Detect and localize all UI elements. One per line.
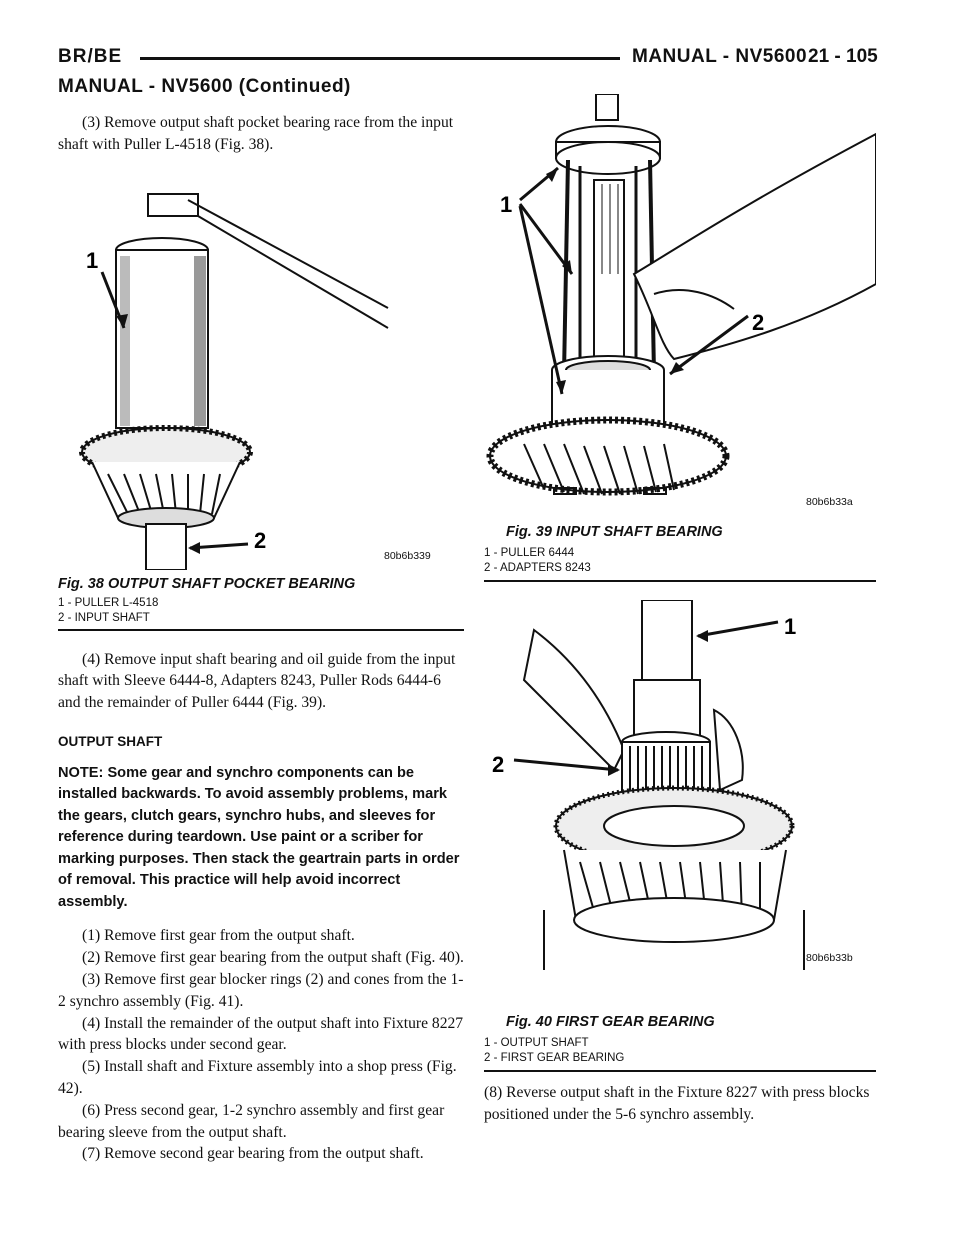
figure-40-legend-1: 1 - OUTPUT SHAFT <box>484 1037 589 1049</box>
figure-38-illustration <box>58 168 464 570</box>
paragraph-step-8: (8) Reverse output shaft in the Fixture 8227 with press blocks positioned under the 5-6 synchro assembly. <box>484 1084 870 1123</box>
figure-40-caption: Fig. 40 FIRST GEAR BEARING <box>506 1014 715 1030</box>
figure-39-legend-1: 1 - PULLER 6444 <box>484 547 575 559</box>
figure-38-legend-2: 2 - INPUT SHAFT <box>58 611 150 624</box>
figure-39-callout-1: 1 <box>500 192 513 217</box>
step-4: (4) Install the remainder of the output shaft into Fixture 8227 with press blocks under second gear. <box>58 1014 464 1054</box>
figure-38-code: 80b6b339 <box>384 549 431 562</box>
header-manual-title: MANUAL - NV5600 <box>632 46 808 67</box>
figure-39-rule <box>484 580 876 582</box>
figure-40-illustration <box>484 600 876 970</box>
figure-38-rule <box>58 629 464 631</box>
step-6: (6) Press second gear, 1-2 synchro assembly and first gear bearing sleeve from the output shaft. <box>58 1101 445 1141</box>
figure-39 <box>484 94 876 522</box>
figure-39-illustration <box>484 94 876 522</box>
figure-40-callout-2: 2 <box>492 752 505 777</box>
steps-list <box>58 925 464 1165</box>
figure-39-legend-2: 2 - ADAPTERS 8243 <box>484 562 591 574</box>
step-5: (5) Install shaft and Fixture assembly into a shop press (Fig. 42). <box>58 1058 457 1098</box>
figure-40-legend-2: 2 - FIRST GEAR BEARING <box>484 1052 625 1064</box>
header-rule <box>140 57 620 60</box>
paragraph-step-3: (3) Remove output shaft pocket bearing race from the input shaft with Puller L-4518 (Fig. 38). <box>58 114 454 153</box>
continued-heading: MANUAL - NV5600 (Continued) <box>58 76 351 97</box>
note-paragraph: NOTE: Some gear and synchro components can be installed backwards. To avoid assembly problems, mark the gears, clutch gears, synchro hubs, and sleeves for reference during teardown. Use paint or a scriber for marking purposes. Then stack the geartrain parts in order of removal. This practice will help avoid incorrect assembly. <box>58 764 460 910</box>
figure-40-code: 80b6b33b <box>806 952 853 964</box>
figure-40 <box>484 600 876 970</box>
figure-39-callout-2: 2 <box>752 310 765 335</box>
figure-39-caption: Fig. 39 INPUT SHAFT BEARING <box>506 524 723 540</box>
figure-38 <box>58 168 464 570</box>
section-heading-output-shaft: OUTPUT SHAFT <box>58 733 163 749</box>
figure-38-callout-1: 1 <box>86 247 99 273</box>
paragraph-step-4: (4) Remove input shaft bearing and oil guide from the input shaft with Sleeve 6444-8, Adapters 8243, Puller Rods 6444-6 and the remainder of Puller 6444 (Fig. 39). <box>58 650 456 712</box>
figure-40-callout-1: 1 <box>784 614 797 639</box>
figure-38-legend-1: 1 - PULLER L-4518 <box>58 596 159 609</box>
figure-38-caption: Fig. 38 OUTPUT SHAFT POCKET BEARING <box>58 575 356 592</box>
figure-40-rule <box>484 1070 876 1072</box>
step-2: (2) Remove first gear bearing from the output shaft (Fig. 40). <box>82 949 464 967</box>
step-3: (3) Remove first gear blocker rings (2) and cones from the 1-2 synchro assembly (Fig. 41). <box>58 971 464 1010</box>
header-section-code: BR/BE <box>58 46 123 67</box>
step-7: (7) Remove second gear bearing from the output shaft. <box>82 1145 424 1163</box>
figure-38-callout-2: 2 <box>254 527 267 553</box>
header-page-number: 21 - 105 <box>808 46 878 67</box>
step-1: (1) Remove first gear from the output shaft. <box>82 927 355 945</box>
figure-39-code: 80b6b33a <box>806 496 853 508</box>
left-column <box>58 112 464 1165</box>
